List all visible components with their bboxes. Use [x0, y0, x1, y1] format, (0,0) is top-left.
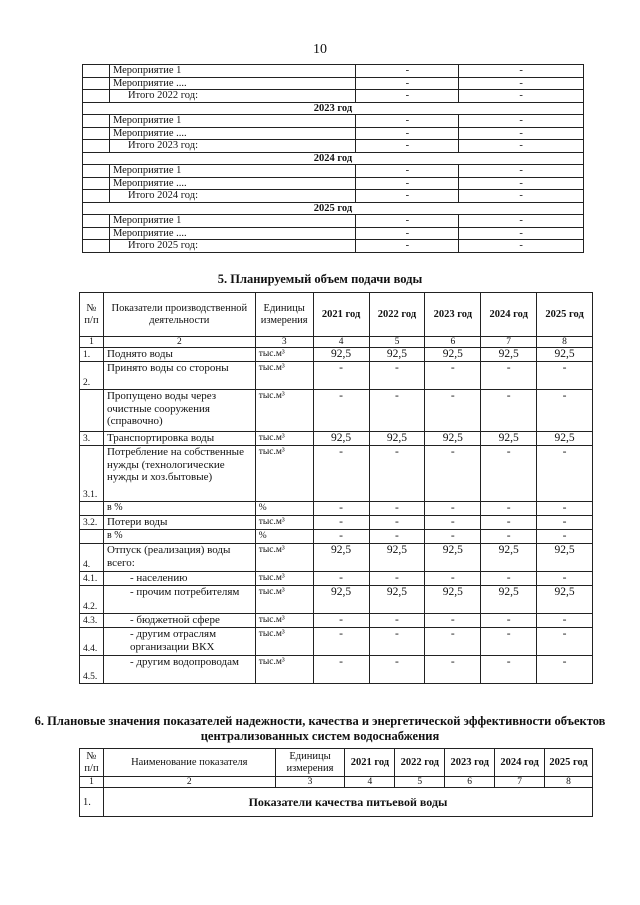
table-row	[83, 115, 584, 128]
value-cell: -	[481, 614, 537, 628]
activity-name: Итого 2023 год:	[109, 140, 356, 153]
value-cell: -	[313, 530, 369, 544]
column-index: 3	[275, 777, 345, 788]
value-cell: 92,5	[537, 544, 593, 572]
indicator-name: - другим отраслям организации ВКХ	[103, 628, 255, 656]
column-index: 4	[345, 777, 395, 788]
page-number: 10	[313, 42, 327, 57]
reliability-indicators-table	[79, 748, 593, 817]
indicator-name: - прочим потребителям	[103, 586, 255, 614]
year-label: 2025 год	[83, 202, 584, 215]
value-cell: -	[369, 628, 425, 656]
value-cell: -	[537, 628, 593, 656]
value-cell: -	[369, 390, 425, 432]
header-year: 2021 год	[313, 293, 369, 337]
column-index: 8	[545, 777, 593, 788]
value-cell: -	[425, 390, 481, 432]
empty-cell	[83, 65, 110, 78]
value-cell: 92,5	[369, 348, 425, 362]
activities-table	[82, 64, 584, 253]
value-cell: -	[459, 115, 584, 128]
empty-cell	[83, 90, 110, 103]
table-row	[80, 788, 593, 817]
value-cell: -	[313, 628, 369, 656]
table-row	[83, 65, 584, 78]
column-index: 1	[80, 337, 104, 348]
year-label: 2023 год	[83, 102, 584, 115]
value-cell: -	[356, 90, 459, 103]
column-index: 5	[369, 337, 425, 348]
header-year: 2025 год	[545, 749, 593, 777]
row-number: 4.2.	[80, 586, 104, 614]
row-number: 4.	[80, 544, 104, 572]
value-cell: -	[459, 177, 584, 190]
value-cell: -	[537, 656, 593, 684]
value-cell: -	[369, 362, 425, 390]
section-5-heading: 5. Планируемый объем подачи воды	[217, 272, 423, 286]
year-row	[83, 202, 584, 215]
header-indicator: Показатели производственной деятельности	[103, 293, 255, 337]
value-cell: -	[369, 530, 425, 544]
row-number: 3.1.	[80, 446, 104, 502]
row-number: 1.	[80, 788, 104, 817]
value-cell: -	[425, 572, 481, 586]
column-index-row	[80, 777, 593, 788]
value-cell: -	[481, 530, 537, 544]
table-row	[83, 190, 584, 203]
table-row	[80, 502, 593, 516]
table-row	[80, 586, 593, 614]
column-index: 2	[103, 777, 275, 788]
header-unit: Единицы измерения	[275, 749, 345, 777]
value-cell: -	[425, 628, 481, 656]
table-row	[83, 215, 584, 228]
row-number	[80, 530, 104, 544]
table-row	[83, 77, 584, 90]
value-cell: 92,5	[425, 544, 481, 572]
indicator-name: Принято воды со стороны	[103, 362, 255, 390]
activity-name: Итого 2022 год:	[109, 90, 356, 103]
value-cell: -	[313, 516, 369, 530]
value-cell: -	[356, 215, 459, 228]
value-cell: 92,5	[425, 348, 481, 362]
unit-cell: тыс.м³	[255, 544, 313, 572]
value-cell: -	[356, 165, 459, 178]
table-row	[83, 240, 584, 253]
row-number: 4.1.	[80, 572, 104, 586]
column-index: 4	[313, 337, 369, 348]
row-number: 1.	[80, 348, 104, 362]
column-index: 2	[103, 337, 255, 348]
table-row	[83, 165, 584, 178]
value-cell: -	[425, 656, 481, 684]
value-cell: -	[425, 530, 481, 544]
unit-cell: %	[255, 530, 313, 544]
value-cell: 92,5	[313, 544, 369, 572]
value-cell: -	[459, 140, 584, 153]
value-cell: -	[356, 77, 459, 90]
value-cell: -	[313, 390, 369, 432]
column-index: 8	[537, 337, 593, 348]
value-cell: -	[481, 628, 537, 656]
value-cell: -	[481, 362, 537, 390]
column-index: 7	[481, 337, 537, 348]
table-row	[80, 628, 593, 656]
empty-cell	[83, 227, 110, 240]
unit-cell: тыс.м³	[255, 446, 313, 502]
section-title: Показатели качества питьевой воды	[103, 788, 592, 817]
value-cell: 92,5	[425, 586, 481, 614]
value-cell: -	[537, 516, 593, 530]
column-index: 6	[445, 777, 495, 788]
value-cell: -	[459, 90, 584, 103]
value-cell: -	[313, 656, 369, 684]
value-cell: -	[313, 614, 369, 628]
indicator-name: Потребление на собственные нужды (технологические нужды и хоз.бытовые)	[103, 446, 255, 502]
table-row	[80, 656, 593, 684]
row-number	[80, 502, 104, 516]
table-row	[83, 177, 584, 190]
value-cell: -	[537, 446, 593, 502]
value-cell: -	[369, 446, 425, 502]
value-cell: 92,5	[425, 432, 481, 446]
value-cell: -	[481, 516, 537, 530]
header-year: 2024 год	[495, 749, 545, 777]
column-index: 6	[425, 337, 481, 348]
empty-cell	[83, 165, 110, 178]
row-number: 4.3.	[80, 614, 104, 628]
value-cell: -	[356, 227, 459, 240]
activity-name: Итого 2024 год:	[109, 190, 356, 203]
value-cell: 92,5	[537, 586, 593, 614]
row-number	[80, 390, 104, 432]
activity-name: Мероприятие ....	[109, 227, 356, 240]
header-year: 2024 год	[481, 293, 537, 337]
value-cell: -	[369, 656, 425, 684]
unit-cell: тыс.м³	[255, 628, 313, 656]
indicator-name: - другим водопроводам	[103, 656, 255, 684]
indicator-name: Отпуск (реализация) воды всего:	[103, 544, 255, 572]
water-supply-table	[79, 292, 593, 684]
column-index: 7	[495, 777, 545, 788]
value-cell: -	[481, 446, 537, 502]
value-cell: 92,5	[537, 432, 593, 446]
table-row	[80, 544, 593, 572]
indicator-name: Транспортировка воды	[103, 432, 255, 446]
value-cell: -	[425, 614, 481, 628]
row-number: 4.5.	[80, 656, 104, 684]
value-cell: -	[356, 140, 459, 153]
row-number: 3.2.	[80, 516, 104, 530]
empty-cell	[83, 140, 110, 153]
activity-name: Мероприятие ....	[109, 127, 356, 140]
value-cell: -	[481, 390, 537, 432]
value-cell: -	[425, 516, 481, 530]
value-cell: -	[313, 446, 369, 502]
value-cell: -	[356, 190, 459, 203]
column-index: 3	[255, 337, 313, 348]
unit-cell: %	[255, 502, 313, 516]
value-cell: -	[356, 240, 459, 253]
table-row	[80, 516, 593, 530]
activity-name: Мероприятие 1	[109, 215, 356, 228]
value-cell: -	[481, 502, 537, 516]
value-cell: -	[459, 127, 584, 140]
unit-cell: тыс.м³	[255, 362, 313, 390]
value-cell: -	[537, 502, 593, 516]
value-cell: -	[459, 77, 584, 90]
value-cell: -	[425, 446, 481, 502]
column-index-row	[80, 337, 593, 348]
value-cell: 92,5	[369, 432, 425, 446]
unit-cell: тыс.м³	[255, 614, 313, 628]
value-cell: -	[356, 65, 459, 78]
value-cell: -	[356, 127, 459, 140]
column-index: 1	[80, 777, 104, 788]
value-cell: -	[356, 115, 459, 128]
indicator-name: Пропущено воды через очистные сооружения (справочно)	[103, 390, 255, 432]
value-cell: 92,5	[313, 348, 369, 362]
value-cell: -	[425, 362, 481, 390]
activity-name: Мероприятие 1	[109, 65, 356, 78]
header-year: 2025 год	[537, 293, 593, 337]
value-cell: 92,5	[481, 348, 537, 362]
unit-cell: тыс.м³	[255, 432, 313, 446]
header-num: № п/п	[80, 293, 104, 337]
value-cell: -	[369, 516, 425, 530]
unit-cell: тыс.м³	[255, 516, 313, 530]
value-cell: -	[369, 572, 425, 586]
unit-cell: тыс.м³	[255, 348, 313, 362]
header-indicator: Наименование показателя	[103, 749, 275, 777]
value-cell: -	[537, 572, 593, 586]
value-cell: -	[481, 656, 537, 684]
year-row	[83, 152, 584, 165]
value-cell: -	[459, 65, 584, 78]
table-row	[80, 432, 593, 446]
column-index: 5	[395, 777, 445, 788]
activity-name: Мероприятие 1	[109, 115, 356, 128]
year-row	[83, 102, 584, 115]
value-cell: -	[313, 502, 369, 516]
value-cell: 92,5	[313, 586, 369, 614]
value-cell: -	[313, 362, 369, 390]
table-row	[80, 572, 593, 586]
value-cell: -	[459, 227, 584, 240]
header-year: 2023 год	[445, 749, 495, 777]
table-row	[83, 140, 584, 153]
header-year: 2023 год	[425, 293, 481, 337]
empty-cell	[83, 115, 110, 128]
value-cell: -	[459, 190, 584, 203]
table-row	[83, 127, 584, 140]
value-cell: -	[537, 530, 593, 544]
value-cell: -	[313, 572, 369, 586]
header-unit: Единицы измерения	[255, 293, 313, 337]
table-row	[83, 90, 584, 103]
empty-cell	[83, 77, 110, 90]
value-cell: -	[537, 390, 593, 432]
table-row	[80, 614, 593, 628]
table-row	[80, 348, 593, 362]
activity-name: Мероприятие 1	[109, 165, 356, 178]
header-year: 2022 год	[395, 749, 445, 777]
year-label: 2024 год	[83, 152, 584, 165]
value-cell: 92,5	[369, 544, 425, 572]
value-cell: -	[369, 614, 425, 628]
indicator-name: в %	[103, 530, 255, 544]
section-6-heading: 6. Плановые значения показателей надежности, качества и энергетической эффективности объектов централизованных систем водоснабжения	[34, 714, 606, 743]
value-cell: 92,5	[481, 544, 537, 572]
unit-cell: тыс.м³	[255, 572, 313, 586]
empty-cell	[83, 127, 110, 140]
table-row	[83, 227, 584, 240]
value-cell: 92,5	[481, 586, 537, 614]
table-row	[80, 530, 593, 544]
activity-name: Итого 2025 год:	[109, 240, 356, 253]
empty-cell	[83, 240, 110, 253]
table-row	[80, 446, 593, 502]
value-cell: -	[459, 240, 584, 253]
header-year: 2022 год	[369, 293, 425, 337]
value-cell: -	[537, 362, 593, 390]
value-cell: -	[425, 502, 481, 516]
indicator-name: в %	[103, 502, 255, 516]
empty-cell	[83, 190, 110, 203]
row-number: 3.	[80, 432, 104, 446]
value-cell: -	[537, 614, 593, 628]
header-num: № п/п	[80, 749, 104, 777]
value-cell: 92,5	[313, 432, 369, 446]
indicator-name: Потери воды	[103, 516, 255, 530]
empty-cell	[83, 177, 110, 190]
value-cell: -	[356, 177, 459, 190]
value-cell: -	[481, 572, 537, 586]
value-cell: -	[369, 502, 425, 516]
value-cell: -	[459, 165, 584, 178]
header-year: 2021 год	[345, 749, 395, 777]
unit-cell: тыс.м³	[255, 586, 313, 614]
value-cell: -	[459, 215, 584, 228]
indicator-name: - населению	[103, 572, 255, 586]
table-row	[80, 390, 593, 432]
empty-cell	[83, 215, 110, 228]
activity-name: Мероприятие ....	[109, 77, 356, 90]
value-cell: 92,5	[481, 432, 537, 446]
row-number: 2.	[80, 362, 104, 390]
unit-cell: тыс.м³	[255, 656, 313, 684]
unit-cell: тыс.м³	[255, 390, 313, 432]
indicator-name: - бюджетной сфере	[103, 614, 255, 628]
activity-name: Мероприятие ....	[109, 177, 356, 190]
row-number: 4.4.	[80, 628, 104, 656]
value-cell: 92,5	[537, 348, 593, 362]
indicator-name: Поднято воды	[103, 348, 255, 362]
value-cell: 92,5	[369, 586, 425, 614]
table-row	[80, 362, 593, 390]
